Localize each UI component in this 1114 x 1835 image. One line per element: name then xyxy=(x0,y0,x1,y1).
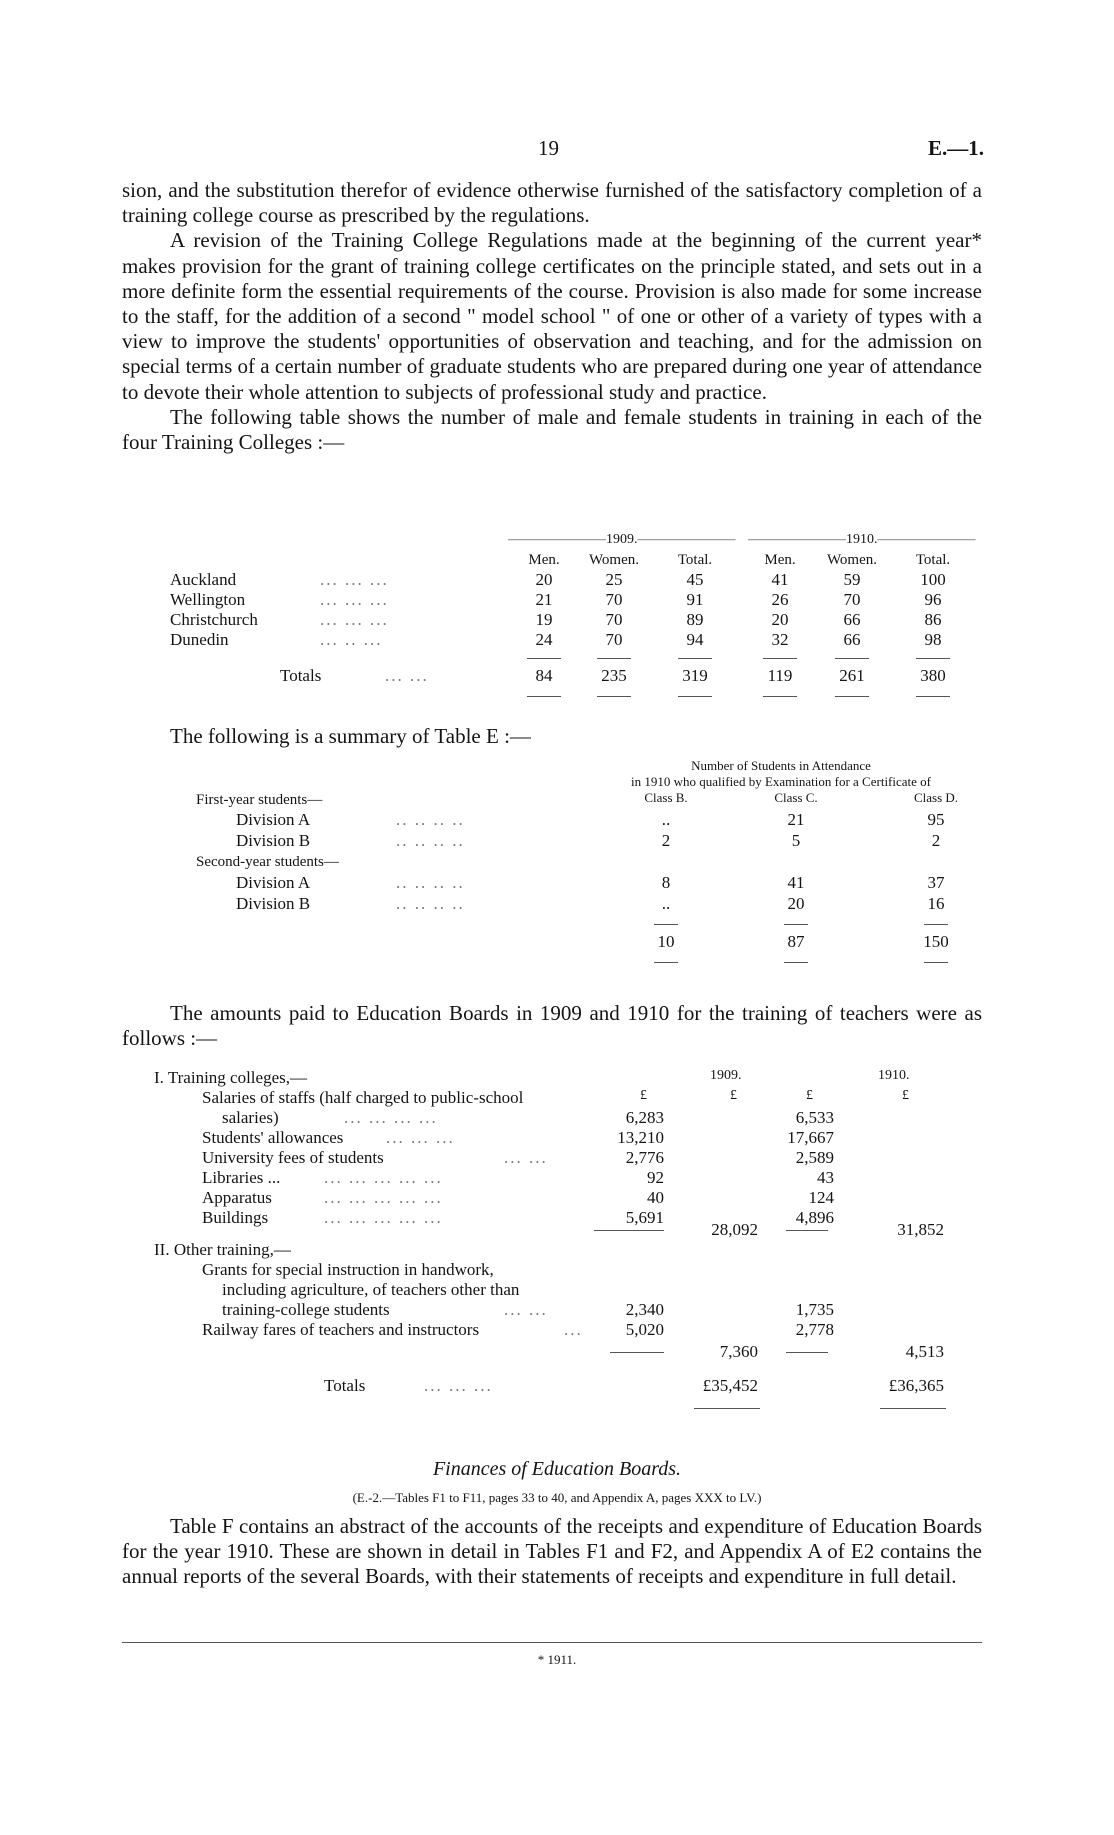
cell: 20 xyxy=(787,894,805,913)
table-row: Students' allowances ... ... ... 13,210 17,667 xyxy=(202,1128,834,1147)
division-name: Division A xyxy=(236,810,311,829)
amount-item: Libraries ... xyxy=(202,1168,281,1187)
cell: 2,340 xyxy=(625,1300,664,1319)
subtotal-row xyxy=(154,1342,974,1362)
amount-item: University fees of students xyxy=(202,1148,384,1167)
cell: .. xyxy=(661,894,671,913)
divider xyxy=(597,696,631,697)
divider xyxy=(916,658,950,659)
cell: 45 xyxy=(686,570,704,589)
subtotal-row xyxy=(154,1220,974,1240)
table-row: Christchurch ... ... ... 19 70 89 20 66 86 xyxy=(170,610,970,630)
divider xyxy=(597,658,631,659)
footnote-divider xyxy=(122,1642,982,1643)
amounts-intro xyxy=(122,1001,982,1051)
section-reference: (E.-2.—Tables F1 to F11, pages 33 to 40, and Appendix A, pages XXX to LV.) xyxy=(352,1490,762,1505)
cell: 41 xyxy=(787,873,805,892)
cell: 91 xyxy=(686,590,704,609)
cell: 70 xyxy=(605,630,623,649)
cell: 37 xyxy=(927,873,945,892)
cell: 70 xyxy=(843,590,861,609)
cell: 2 xyxy=(931,831,941,850)
cell: 84 xyxy=(535,666,553,685)
document-reference: E.—1. xyxy=(928,136,985,160)
cell: 124 xyxy=(808,1188,834,1207)
col-header: Total. xyxy=(915,552,951,568)
amount-item: Railway fares of teachers and instructors xyxy=(202,1320,480,1339)
divider xyxy=(763,696,797,697)
cell: 89 xyxy=(686,610,704,629)
footnote: * 1911. xyxy=(537,1652,577,1667)
cell: 86 xyxy=(924,610,942,629)
amount-item: Apparatus xyxy=(202,1188,272,1207)
cell: 2,778 xyxy=(795,1320,834,1339)
col-header: Total. xyxy=(677,552,713,568)
cell: 150 xyxy=(923,932,949,951)
amount-item: Students' allowances xyxy=(202,1128,344,1147)
table-row: Buildings ... ... ... ... ... 5,691 4,896 xyxy=(202,1208,834,1227)
year-1909-header: ———————1909.——————— xyxy=(508,532,736,547)
cell: 26 xyxy=(771,590,789,609)
divider xyxy=(924,962,948,963)
cell: 8 xyxy=(661,873,671,892)
summary-intro: The following is a summary of Table E :— xyxy=(170,724,531,748)
divider xyxy=(654,962,678,963)
cell: 98 xyxy=(924,630,942,649)
page-number: 19 xyxy=(538,136,559,160)
year-1910-header: ———————1910.——————— xyxy=(748,532,976,547)
finances-paragraph: Table F contains an abstract of the accounts of the receipts and expenditure of Education Boards for the year 1910. These are shown in detail in Tables F1 and F2, and Appendix A of E2 contains the annual reports of the several Boards, with their statements of receipts and expenditure in full detail. xyxy=(122,1514,982,1589)
table-row: Railway fares of teachers and instructors ... 5,020 2,778 xyxy=(202,1320,834,1339)
col-header: Men. xyxy=(764,552,796,568)
cell: 319 xyxy=(682,666,708,685)
amounts-table xyxy=(154,1068,974,1428)
table-row: Division B .. .. .. .. 2 5 2 xyxy=(196,831,996,851)
cell: 87 xyxy=(787,932,805,951)
amount-item: training-college students xyxy=(222,1300,390,1319)
divider xyxy=(527,658,561,659)
cell: 66 xyxy=(843,610,861,629)
divider xyxy=(880,1408,946,1409)
currency-symbol: £ xyxy=(902,1088,909,1103)
section-heading: Finances of Education Boards. xyxy=(432,1458,682,1480)
cell: 43 xyxy=(817,1168,834,1187)
totals-row: Totals ... ... ... £35,452 £36,365 xyxy=(324,1376,944,1395)
subtotal-1910: 4,513 xyxy=(905,1342,944,1361)
cell: 1,735 xyxy=(795,1300,834,1319)
cell: 2,589 xyxy=(795,1148,834,1167)
table-row: Wellington ... ... ... 21 70 91 26 70 96 xyxy=(170,590,970,610)
class-header: Class D. xyxy=(913,790,959,805)
cell: 70 xyxy=(605,590,623,609)
division-name: Division B xyxy=(236,831,311,850)
totals-label: Totals xyxy=(324,1376,366,1395)
cell: 20 xyxy=(771,610,789,629)
cell: 6,533 xyxy=(795,1108,834,1127)
group-label xyxy=(196,790,322,810)
colleges-column-headers xyxy=(170,550,970,570)
group-label xyxy=(196,852,339,872)
cell: 32 xyxy=(771,630,789,649)
cell: 16 xyxy=(927,894,945,913)
cell: 5 xyxy=(791,831,801,850)
cell: .. xyxy=(661,810,671,829)
cell: 96 xyxy=(924,590,942,609)
table-row: salaries) ... ... ... ... 6,283 6,533 xyxy=(222,1108,834,1127)
year-1910-header: 1910. xyxy=(878,1068,910,1083)
amount-item: Salaries of staffs (half charged to public-school xyxy=(202,1088,524,1107)
cell: 66 xyxy=(843,630,861,649)
division-name: Division A xyxy=(236,873,311,892)
cell: 5,020 xyxy=(625,1320,664,1339)
cell: 95 xyxy=(927,810,945,829)
amount-item: including agriculture, of teachers other than xyxy=(222,1280,520,1299)
first-year-label: First-year students— xyxy=(196,792,323,808)
cell: 17,667 xyxy=(787,1128,834,1147)
totals-label: Totals xyxy=(280,666,322,685)
intro-text xyxy=(122,178,982,455)
cell: 21 xyxy=(787,810,805,829)
cell: 13,210 xyxy=(617,1128,664,1147)
college-name: Dunedin xyxy=(170,630,229,649)
subtotal-1909: 7,360 xyxy=(719,1342,758,1361)
cell: 92 xyxy=(647,1168,664,1187)
table-row: Division A .. .. .. .. .. 21 95 xyxy=(196,810,996,830)
cell: 6,283 xyxy=(625,1108,664,1127)
cell: 2,776 xyxy=(625,1148,664,1167)
currency-symbol: £ xyxy=(806,1088,813,1103)
cell: 119 xyxy=(767,666,793,685)
year-1909-header: 1909. xyxy=(710,1068,742,1083)
summary-header-line1: Number of Students in Attendance xyxy=(691,758,871,773)
cell: 100 xyxy=(920,570,946,589)
total-1909: £35,452 xyxy=(702,1376,758,1395)
totals-row: Totals ... ... 84 235 319 119 261 380 xyxy=(170,666,970,686)
cell: 20 xyxy=(535,570,553,589)
col-header: Women. xyxy=(588,552,640,568)
colleges-table xyxy=(170,532,976,712)
amounts-intro-text: The amounts paid to Education Boards in 1909 and 1910 for the training of teachers were as follows :— xyxy=(122,1001,982,1051)
currency-symbol: £ xyxy=(730,1088,737,1103)
college-name: Christchurch xyxy=(170,610,258,629)
summary-header-line2: in 1910 who qualified by Examination for a Certificate of xyxy=(631,774,931,789)
intro-paragraph-1: sion, and the substitution therefor of evidence otherwise furnished of the satisfactory completion of a training college course as prescribed by the regulations. xyxy=(122,178,982,228)
col-header: Men. xyxy=(528,552,560,568)
college-name: Wellington xyxy=(170,590,246,609)
cell: 40 xyxy=(647,1188,664,1207)
college-name: Auckland xyxy=(170,570,237,589)
divider xyxy=(924,924,948,925)
cell: 261 xyxy=(839,666,865,685)
class-header: Class B. xyxy=(644,790,688,805)
table-row: Division A .. .. .. .. 8 41 37 xyxy=(196,873,996,893)
section-1-label: I. Training colleges,— xyxy=(154,1068,307,1087)
cell: 41 xyxy=(771,570,789,589)
cell: 2 xyxy=(661,831,671,850)
finances-text xyxy=(122,1514,982,1590)
divider xyxy=(654,924,678,925)
class-header: Class C. xyxy=(774,790,818,805)
section-2-label: II. Other training,— xyxy=(154,1240,291,1259)
cell: 5,691 xyxy=(625,1208,664,1227)
cell: 21 xyxy=(535,590,553,609)
cell: 380 xyxy=(920,666,946,685)
amount-item: Buildings xyxy=(202,1208,269,1227)
divider xyxy=(835,658,869,659)
divider xyxy=(763,658,797,659)
table-row: Division B .. .. .. .. .. 20 16 xyxy=(196,894,996,914)
cell: 4,896 xyxy=(795,1208,834,1227)
totals-row xyxy=(196,932,996,952)
cell: 19 xyxy=(535,610,553,629)
currency-symbol: £ xyxy=(640,1088,647,1103)
table-row: University fees of students ... ... 2,776 2,589 xyxy=(202,1148,834,1167)
summary-table xyxy=(196,758,996,978)
intro-paragraph-2: A revision of the Training College Regulations made at the beginning of the current year* makes provision for the grant of training college certificates on the principle stated, and sets out in a more definite form the essential requirements of the course. Provision is also made for some increase to the staff, for the addition of a second " model school " of one or other of a variety of types with a view to improve the students' opportunities of observation and teaching, and for the admission on special terms of a certain number of graduate students who are prepared during one year of attendance to devote their whole attention to subjects of professional study and practice. xyxy=(122,228,982,404)
division-name: Division B xyxy=(236,894,311,913)
divider xyxy=(694,1408,760,1409)
table-row: Apparatus ... ... ... ... ... 40 124 xyxy=(202,1188,834,1207)
cell: 10 xyxy=(657,932,675,951)
cell: 59 xyxy=(843,570,861,589)
cell: 25 xyxy=(605,570,623,589)
amount-item: salaries) xyxy=(222,1108,279,1127)
divider xyxy=(678,658,712,659)
amount-item: Grants for special instruction in handwork, xyxy=(202,1260,494,1279)
subtotal-1910: 31,852 xyxy=(897,1220,944,1239)
divider xyxy=(835,696,869,697)
divider xyxy=(784,924,808,925)
divider xyxy=(916,696,950,697)
table-row: Auckland ... ... ... 20 25 45 41 59 100 xyxy=(170,570,970,590)
cell: 24 xyxy=(535,630,553,649)
divider xyxy=(678,696,712,697)
cell: 94 xyxy=(686,630,704,649)
table-row: Dunedin ... .. ... 24 70 94 32 66 98 xyxy=(170,630,970,650)
cell: 70 xyxy=(605,610,623,629)
col-header: Women. xyxy=(826,552,878,568)
intro-paragraph-3: The following table shows the number of male and female students in training in each of the four Training Colleges :— xyxy=(122,404,982,455)
divider xyxy=(784,962,808,963)
table-row: Libraries ... ... ... ... ... ... 92 43 xyxy=(202,1168,834,1187)
divider xyxy=(527,696,561,697)
cell: 235 xyxy=(601,666,627,685)
second-year-label: Second-year students— xyxy=(196,854,339,870)
table-row: training-college students ... ... 2,340 1,735 xyxy=(222,1300,834,1319)
subtotal-1909: 28,092 xyxy=(711,1220,758,1239)
total-1910: £36,365 xyxy=(888,1376,944,1395)
